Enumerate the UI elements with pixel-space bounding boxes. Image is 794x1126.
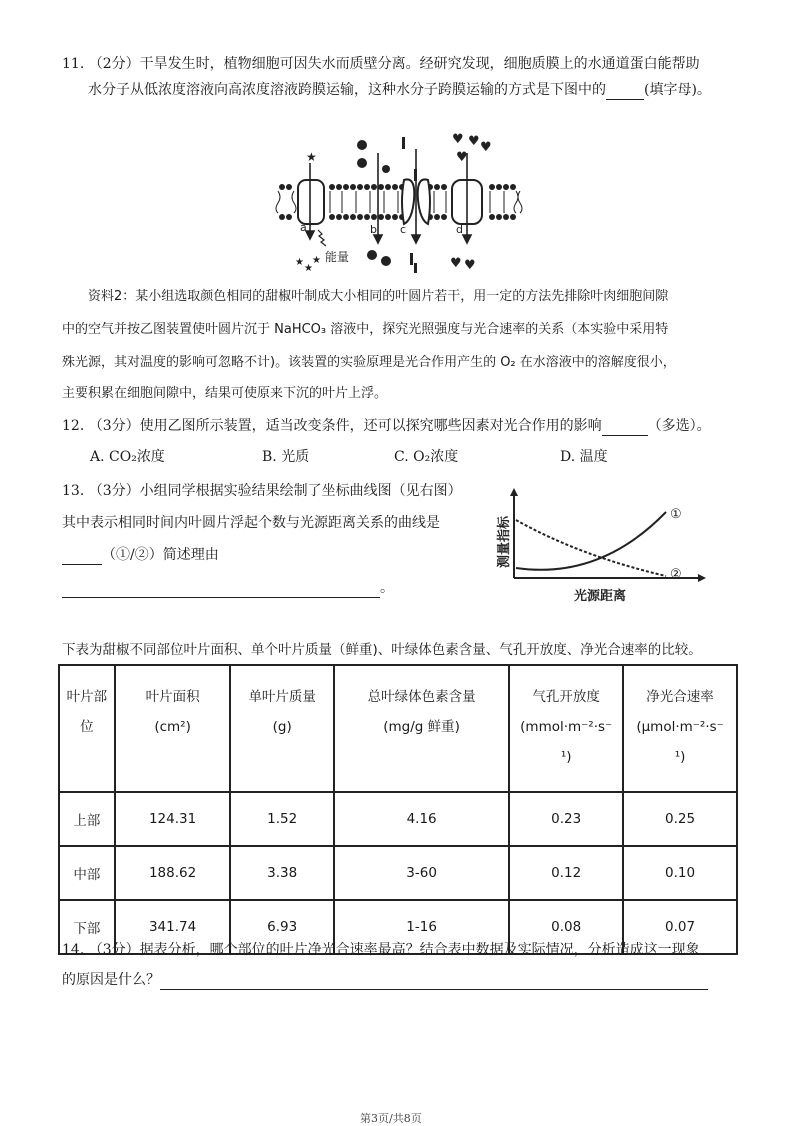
svg-text:♥: ♥	[456, 150, 468, 165]
q13-line2: 其中表示相同时间内叶圆片浮起个数与光源距离关系的曲线是	[62, 515, 440, 531]
svg-text:★: ★	[312, 255, 321, 266]
carrier-protein-a	[298, 180, 324, 224]
material2-line2: 中的空气并按乙图装置使叶圆片沉于 NaHCO₃ 溶液中，探究光照强度与光合速率的关系（本实验中采用特	[62, 322, 669, 337]
cell-photosynthesis: 0.25	[623, 792, 737, 846]
cell-area: 124.31	[115, 792, 231, 846]
svg-text:♥: ♥	[450, 256, 462, 271]
q12-option-d[interactable]: D. 温度	[560, 449, 608, 465]
cell-mass: 6.93	[230, 900, 334, 954]
svg-text:♥: ♥	[464, 258, 476, 273]
label-c: c	[400, 223, 407, 236]
svg-text:★: ★	[295, 257, 304, 268]
q13-reason-line	[62, 578, 394, 598]
q12-option-a[interactable]: A. CO₂浓度	[90, 449, 165, 465]
cell-pigment: 3-60	[334, 846, 509, 900]
x-axis-label: 光源距离	[574, 589, 627, 604]
label-b: b	[370, 223, 377, 236]
page-footer: 第3页/共8页	[360, 1112, 422, 1125]
svg-text:♥: ♥	[468, 134, 480, 149]
series-2-line	[516, 520, 666, 576]
header-position: 叶片部 位	[59, 665, 115, 792]
cell-position: 中部	[59, 846, 115, 900]
table-header-row	[59, 665, 737, 792]
header-pigment: 总叶绿体色素含量 (mg/g 鲜重)	[334, 665, 509, 792]
header-mass: 单叶片质量 (g)	[230, 665, 334, 792]
q13-line1: 13. （3分）小组同学根据实验结果绘制了坐标曲线图（见右图）	[62, 483, 462, 499]
cell-area: 188.62	[115, 846, 231, 900]
series-2-label: ②	[670, 567, 682, 582]
q11-line1: 11. （2分）干旱发生时，植物细胞可因失水而质壁分离。经研究发现，细胞质膜上的水通道蛋白能帮助	[62, 56, 700, 72]
q14-line2	[62, 970, 708, 990]
q13-chart	[490, 486, 718, 608]
channel-protein-right	[418, 179, 430, 224]
header-stomatal: 气孔开放度 (mmol·m⁻²·s⁻ ¹)	[509, 665, 623, 792]
q11-answer-blank[interactable]	[606, 99, 644, 100]
y-axis-label: 测量指标	[497, 515, 512, 568]
q14-line1: 14. （3分）据表分析，哪个部位的叶片净光合速率最高？结合表中数据及实际情况，分析造成这一现象	[62, 942, 700, 958]
cell-position: 下部	[59, 900, 115, 954]
comparison-table	[58, 664, 738, 955]
cell-stomatal: 0.08	[509, 900, 623, 954]
table-row	[59, 846, 737, 900]
cell-mass: 3.38	[230, 846, 334, 900]
material2-line3: 殊光源，其对温度的影响可忽略不计)。该装置的实验原理是光合作用产生的 O₂ 在水溶液中的溶解度很小，	[62, 355, 676, 370]
cell-pigment: 1-16	[334, 900, 509, 954]
svg-text:♥: ♥	[480, 140, 492, 155]
svg-text:★: ★	[306, 150, 317, 164]
q12-option-c[interactable]: C. O₂浓度	[394, 449, 459, 465]
q12-option-b[interactable]: B. 光质	[262, 449, 310, 465]
q12-suffix: （多选）。	[647, 418, 711, 434]
q13-end: 。	[380, 580, 394, 596]
q14-answer-blank[interactable]	[160, 989, 708, 990]
table-row	[59, 792, 737, 846]
q14-line2-text: 的原因是什么？	[62, 972, 160, 988]
channel-protein-left	[402, 179, 414, 224]
cell-mass: 1.52	[230, 792, 334, 846]
cell-stomatal: 0.23	[509, 792, 623, 846]
material2-line4: 主要积累在细胞间隙中，结果可使原来下沉的叶片上浮。	[62, 386, 388, 401]
q13-answer-blank[interactable]	[62, 564, 102, 565]
q11-line2	[88, 80, 711, 100]
q11-line2-text: 水分子从低浓度溶液向高浓度溶液跨膜运输，这种水分子跨膜运输的方式是下图中的	[88, 82, 606, 98]
q12-stem-text: 12. （3分）使用乙图所示装置，适当改变条件，还可以探究哪些因素对光合作用的影响	[62, 418, 602, 434]
cell-pigment: 4.16	[334, 792, 509, 846]
cell-position: 上部	[59, 792, 115, 846]
q13-line3	[62, 545, 219, 565]
svg-text:★: ★	[304, 263, 313, 274]
material2-line1: 资料2：某小组选取颜色相同的甜椒叶制成大小相同的叶圆片若干，用一定的方法先排除叶肉细胞间隙	[88, 289, 669, 304]
y-axis-arrow	[510, 488, 518, 496]
x-axis-arrow	[698, 574, 706, 582]
series-1-line	[516, 512, 666, 570]
q13-reason-blank[interactable]	[62, 597, 380, 598]
cell-stomatal: 0.12	[509, 846, 623, 900]
cell-photosynthesis: 0.10	[623, 846, 737, 900]
svg-text:♥: ♥	[452, 132, 464, 147]
header-area: 叶片面积 (cm²)	[115, 665, 231, 792]
series-1-label: ①	[670, 507, 682, 522]
label-d: d	[456, 223, 463, 236]
q12-answer-blank[interactable]	[602, 435, 648, 436]
membrane-transport-figure	[270, 125, 530, 275]
q11-suffix: (填字母)。	[644, 82, 711, 98]
cell-area: 341.74	[115, 900, 231, 954]
q12-stem	[62, 416, 711, 436]
header-photosynthesis: 净光合速率 (μmol·m⁻²·s⁻ ¹)	[623, 665, 737, 792]
label-energy: 能量	[325, 250, 350, 264]
table-intro: 下表为甜椒不同部位叶片面积、单个叶片质量（鲜重)、叶绿体色素含量、气孔开放度、净光合速率的比较。	[62, 642, 702, 658]
q13-line3-text: （①/②）简述理由	[102, 547, 219, 563]
cell-photosynthesis: 0.07	[623, 900, 737, 954]
label-a: a	[300, 221, 307, 234]
